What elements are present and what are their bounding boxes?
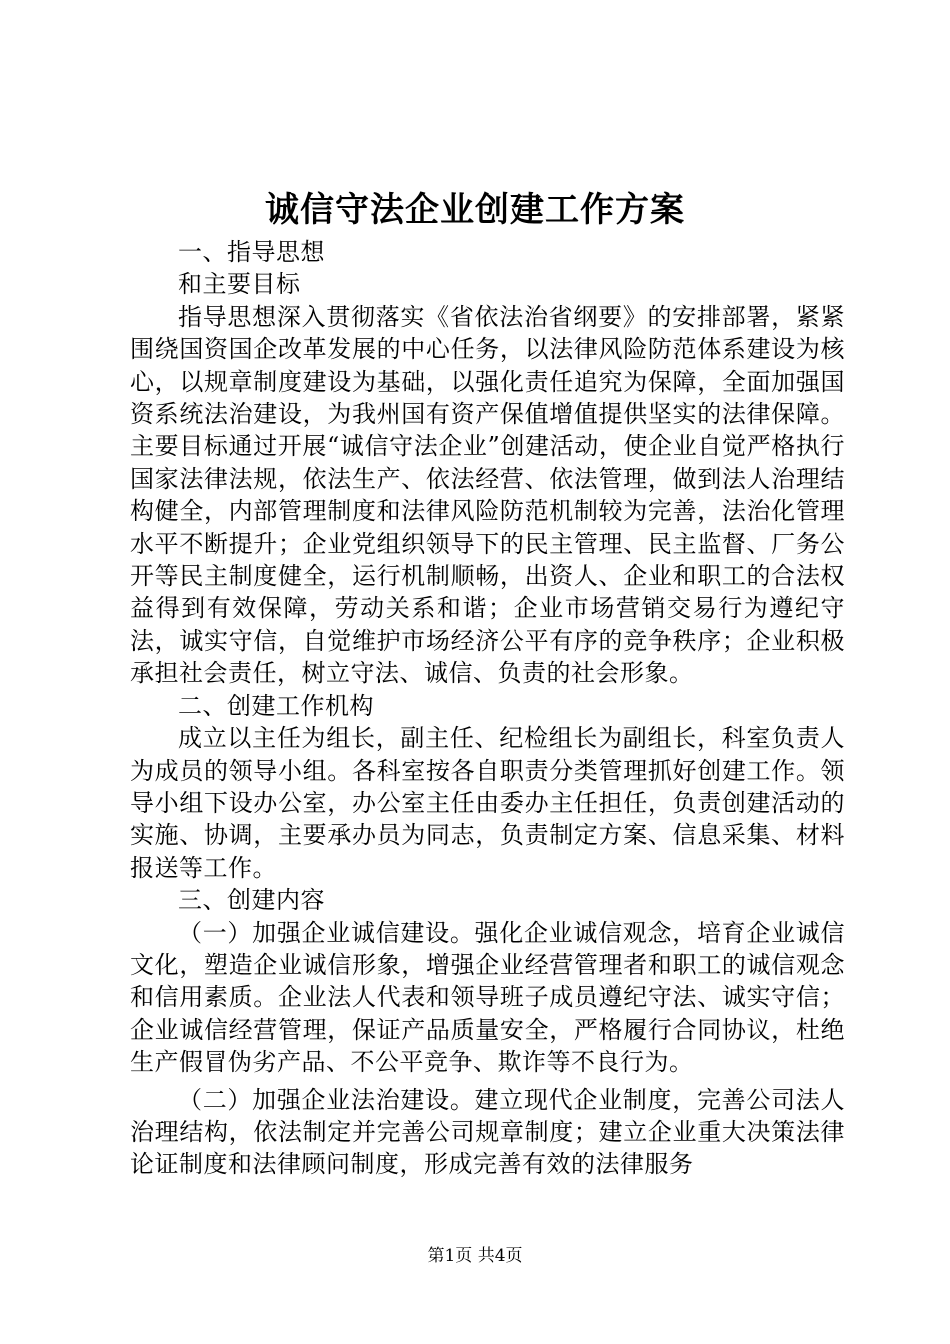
document-body (130, 236, 845, 1181)
page-footer: 第1页 共4页 (427, 1246, 523, 1266)
body-paragraph: （一）加强企业诚信建设。强化企业诚信观念，培育企业诚信文化，塑造企业诚信形象，增强企业经营管理者和职工的诚信观念和信用素质。企业法人代表和领导班子成员遵纪守法、诚实守信；企业诚信经营管理，保证产品质量安全，严格履行合同协议，杜绝生产假冒伪劣产品、不公平竞争、欺诈等不良行为。 (130, 918, 845, 1077)
document-title: 诚信守法企业创建工作方案 (265, 190, 685, 230)
section-heading-1: 一、指导思想 (178, 238, 325, 266)
section-heading-1-continued: 和主要目标 (178, 270, 301, 299)
section-heading-3: 三、创建内容 (178, 886, 325, 915)
body-paragraph: 成立以主任为组长，副主任、纪检组长为副组长，科室负责人为成员的领导小组。各科室按各自职责分类管理抓好创建工作。领导小组下设办公室，办公室主任由委办主任担任，负责创建活动的实施、协调，主要承办员为同志，负责制定方案、信息采集、材料报送等工作。 (130, 724, 845, 882)
body-paragraph: （二）加强企业法治建设。建立现代企业制度，完善公司法人治理结构，依法制定并完善公司规章制度；建立企业重大决策法律论证制度和法律顾问制度，形成完善有效的法律服务 (130, 1085, 845, 1179)
body-paragraph: 指导思想深入贯彻落实《省依法治省纲要》的安排部署，紧紧围绕国资国企改革发展的中心任务，以法律风险防范体系建设为核心，以规章制度建设为基础，以强化责任追究为保障，全面加强国资系统法治建设，为我州国有资产保值增值提供坚实的法律保障。主要目标通过开展“诚信守法企业”创建活动，使企业自觉严格执行国家法律法规，依法生产、依法经营、依法管理，做到法人治理结构健全，内部管理制度和法律风险防范机制较为完善，法治化管理水平不断提升；企业党组织领导下的民主管理、民主监督、厂务公开等民主制度健全，运行机制顺畅，出资人、企业和职工的合法权益得到有效保障，劳动关系和谐；企业市场营销交易行为遵纪守法，诚实守信，自觉维护市场经济公平有序的竞争秩序；企业积极承担社会责任，树立守法、诚信、负责的社会形象。 (130, 302, 845, 688)
section-heading-2: 二、创建工作机构 (178, 691, 374, 720)
